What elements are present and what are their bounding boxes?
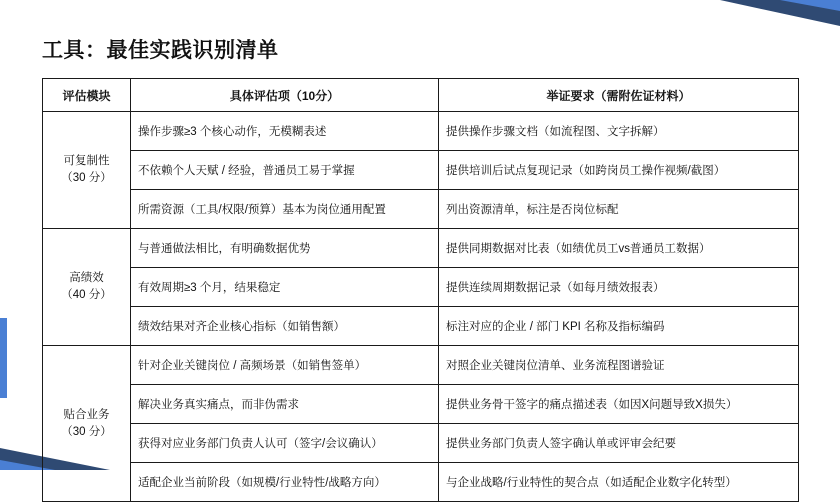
column-header-module: 评估模块 <box>43 79 131 112</box>
proof-cell: 提供连续周期数据记录（如每月绩效报表） <box>439 268 799 307</box>
proof-cell: 提供同期数据对比表（如绩优员工vs普通员工数据） <box>439 229 799 268</box>
table-row <box>43 151 799 190</box>
column-header-proof: 举证要求（需附佐证材料） <box>439 79 799 112</box>
module-cell-business-fit <box>43 346 131 502</box>
item-cell: 绩效结果对齐企业核心指标（如销售额） <box>131 307 439 346</box>
item-cell: 解决业务真实痛点，而非伪需求 <box>131 385 439 424</box>
table-row <box>43 190 799 229</box>
item-cell: 操作步骤≥3 个核心动作，无模糊表述 <box>131 112 439 151</box>
table-body <box>43 112 799 502</box>
item-cell: 与普通做法相比，有明确数据优势 <box>131 229 439 268</box>
module-name: 高绩效 <box>69 272 104 285</box>
top-right-blue-triangle-decoration <box>780 0 840 11</box>
module-score: （30 分） <box>61 425 112 438</box>
table-row <box>43 112 799 151</box>
column-header-item: 具体评估项（10分） <box>131 79 439 112</box>
table-row <box>43 346 799 385</box>
table-header <box>43 79 799 112</box>
proof-cell: 提供培训后试点复现记录（如跨岗员工操作视频/截图） <box>439 151 799 190</box>
item-cell: 有效周期≥3 个月，结果稳定 <box>131 268 439 307</box>
best-practice-checklist-table <box>42 78 799 502</box>
item-cell: 针对企业关键岗位 / 高频场景（如销售签单） <box>131 346 439 385</box>
table-row <box>43 463 799 502</box>
table-row <box>43 307 799 346</box>
proof-cell: 提供操作步骤文档（如流程图、文字拆解） <box>439 112 799 151</box>
proof-cell: 列出资源清单，标注是否岗位标配 <box>439 190 799 229</box>
module-name: 可复制性 <box>63 155 110 168</box>
module-cell-replicability <box>43 112 131 229</box>
module-name: 贴合业务 <box>63 408 110 421</box>
item-cell: 不依赖个人天赋 / 经验，普通员工易于掌握 <box>131 151 439 190</box>
table-header-row <box>43 79 799 112</box>
item-cell: 获得对应业务部门负责人认可（签字/会议确认） <box>131 424 439 463</box>
table-row <box>43 385 799 424</box>
item-cell: 所需资源（工具/权限/预算）基本为岗位通用配置 <box>131 190 439 229</box>
table-row <box>43 268 799 307</box>
table-row <box>43 229 799 268</box>
table-row <box>43 424 799 463</box>
left-edge-blue-bar-decoration <box>0 318 7 398</box>
proof-cell: 与企业战略/行业特性的契合点（如适配企业数字化转型） <box>439 463 799 502</box>
module-score: （40 分） <box>61 289 112 301</box>
slide-title: 工具：最佳实践识别清单 <box>42 39 279 62</box>
proof-cell: 标注对应的企业 / 部门 KPI 名称及指标编码 <box>439 307 799 346</box>
proof-cell: 对照企业关键岗位清单、业务流程图谱验证 <box>439 346 799 385</box>
item-cell: 适配企业当前阶段（如规模/行业特性/战略方向） <box>131 463 439 502</box>
module-score: （30 分） <box>61 172 112 184</box>
module-cell-high-performance <box>43 229 131 346</box>
proof-cell: 提供业务骨干签字的痛点描述表（如因X问题导致X损失） <box>439 385 799 424</box>
proof-cell: 提供业务部门负责人签字确认单或评审会纪要 <box>439 424 799 463</box>
